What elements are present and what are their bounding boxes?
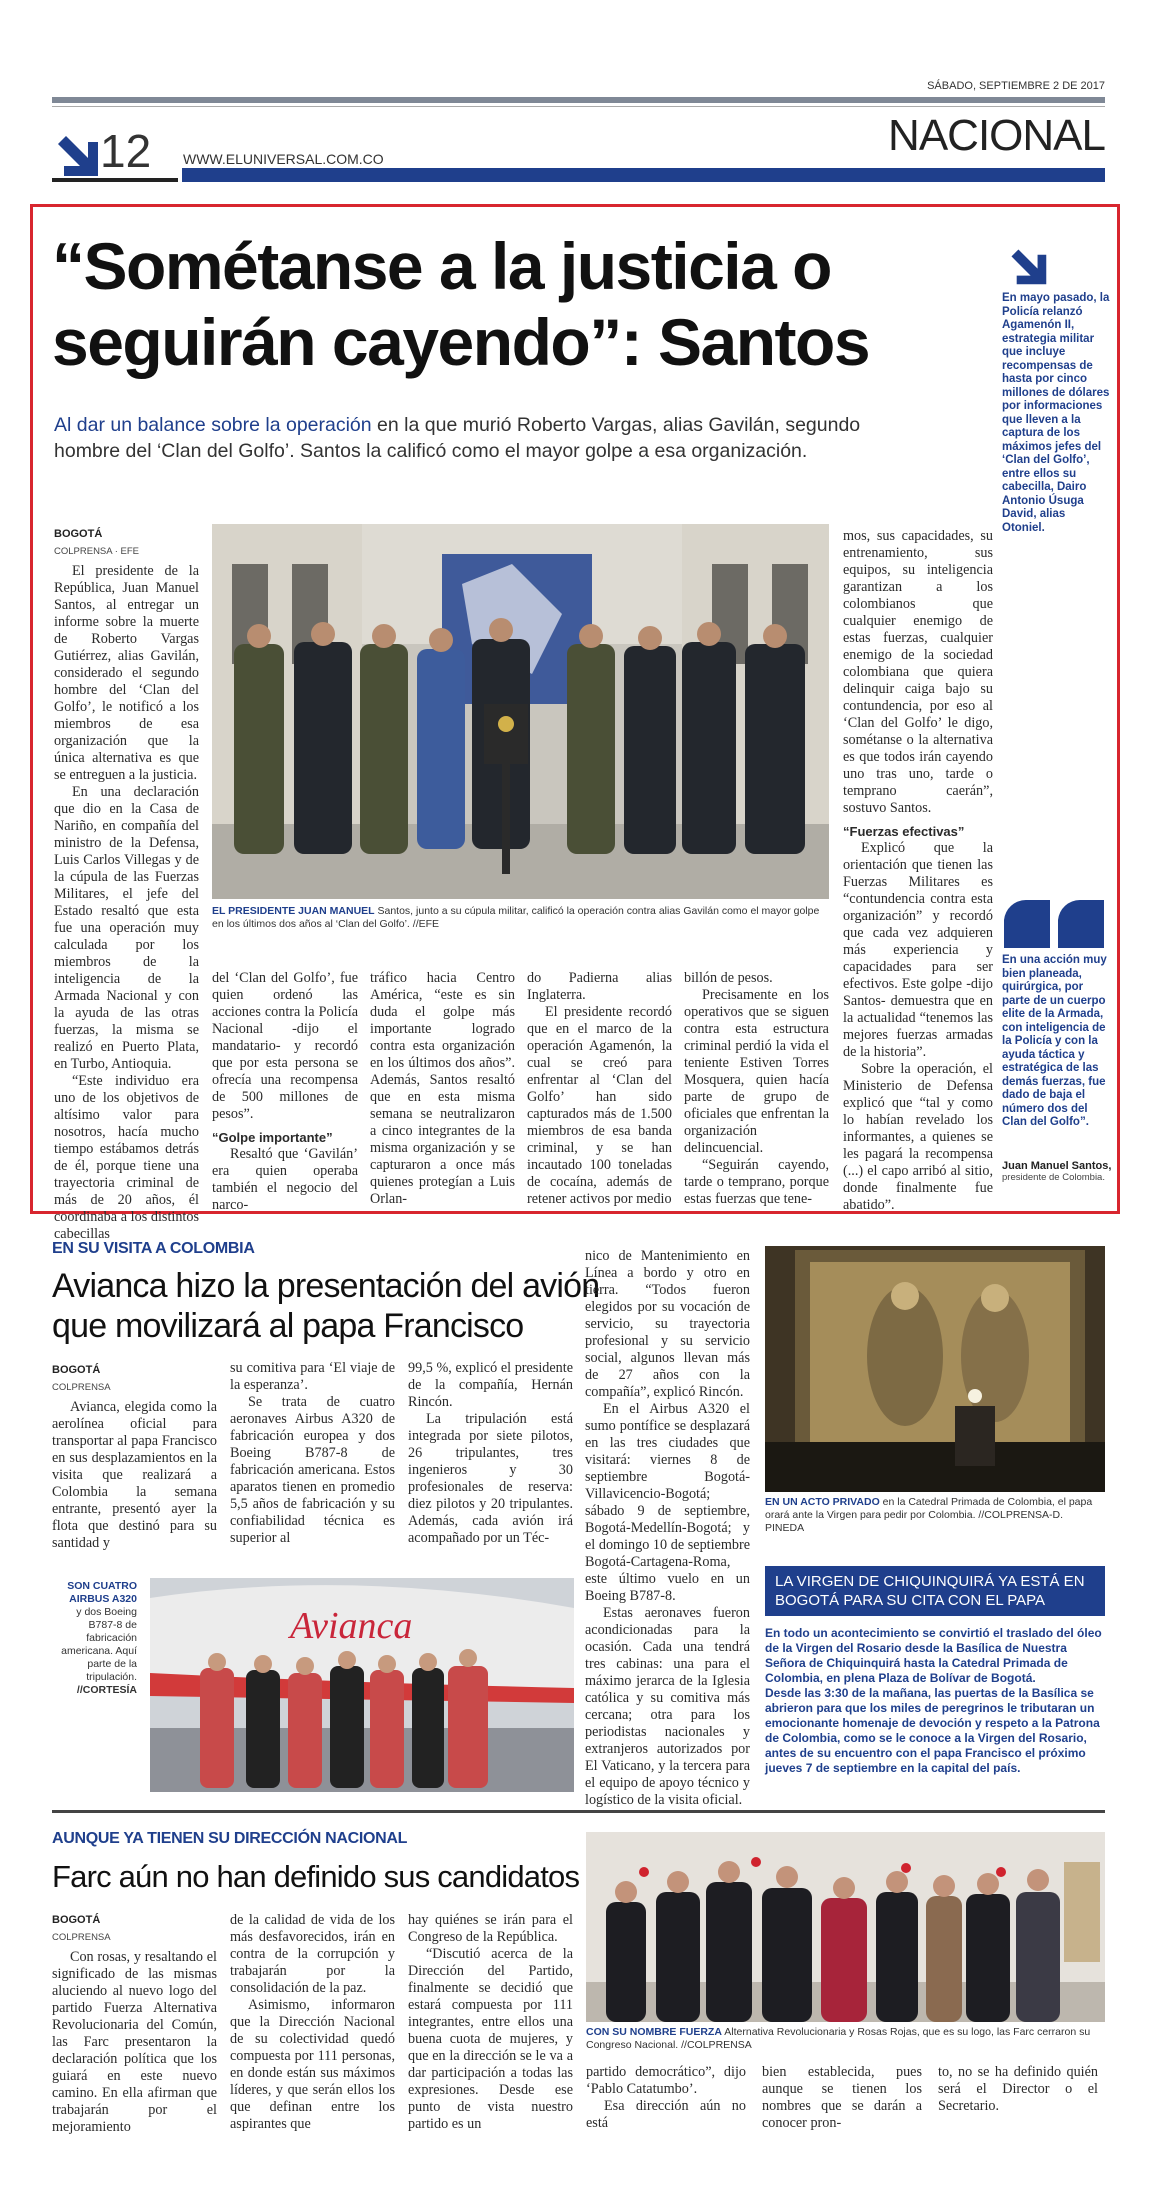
story4-photo-caption: CON SU NOMBRE FUERZA Alternativa Revolucionaria y Rosas Rojas, que es su logo, las Farc cerraron su Congreso Nacional. //COLPRENSA: [586, 2026, 1091, 2051]
paragraph: Se trata de cuatro aeronaves Airbus A320 de fabricación europea y dos Boeing B787-8 de fabricación americana. Estos aparatos tienen en promedio 5,5 años de fabricación y su confiabilidad técnica es superior al: [230, 1394, 395, 1546]
paragraph: del ‘Clan del Golfo’, fue quien ordenó las acciones contra la Policía Nacional -dijo el mandatario- y recordó que por esta persona se ofrecía una recompensa de 500 millones de pesos”.: [212, 970, 358, 1122]
arrow-logo-icon: [54, 132, 100, 178]
story2-kicker: EN SU VISITA A COLOMBIA: [52, 1240, 255, 1257]
story1-col2: [212, 970, 358, 1214]
story1-deck-line2: hombre del ‘Clan del Golfo’. Santos la calificó como el mayor golpe a esa organización.: [54, 440, 808, 462]
top-rule: [52, 97, 1105, 103]
website-url[interactable]: WWW.ELUNIVERSAL.COM.CO: [183, 151, 384, 167]
paragraph: 99,5 %, explicó el presidente de la compañía, Hernán Rincón.: [408, 1360, 573, 1410]
story4-col3: [408, 1912, 573, 2133]
story1-deck-rest: en la que murió Roberto Vargas, alias Gavilán, segundo: [371, 414, 861, 436]
story4-col4: [586, 2064, 746, 2132]
quote-marks-icon: [1002, 900, 1106, 950]
paragraph: Precisamente en los operativos que se siguen contra esta estructura criminal perdió la vida el teniente Estiven Torres Mosquera, quien hacía parte de grupo de oficiales que enfrentan la organización delincuencial.: [684, 987, 829, 1156]
story4-dateline: BOGOTÁ: [52, 1914, 101, 1926]
story2-agency: COLPRENSA: [52, 1382, 111, 1393]
paragraph: En el Airbus A320 el sumo pontífice se desplazará en las tres ciudades que visitará: viernes 8 de septiembre Bogotá-Villavicencio-Bogotá; sábado 9 de septiembre, Bogotá-Medellín-Bogotá; y el domingo 10 de septiembre Bogotá-Cartagena-Roma, este último vuelo en un Boeing B787-8.: [585, 1401, 750, 1604]
subhead: “Fuerzas efectivas”: [843, 824, 965, 839]
paragraph: su comitiva para ‘El viaje de la esperanza’.: [230, 1360, 395, 1393]
paragraph: “Seguirán cayendo, tarde o temprano, porque estas fuerzas que tene-: [684, 1157, 829, 1207]
edition-date: SÁBADO, SEPTIEMBRE 2 DE 2017: [927, 80, 1105, 92]
paragraph: El presidente recordó que en el marco de la operación Agamenón, la cual se creó para enfrentar al ‘Clan del Golfo’ han sido capturados más de 1.500 miembros de esa banda criminal, y se han incautado 100 toneladas de cocaína, además de retener activos por medio: [527, 1004, 672, 1207]
story2-photo: [150, 1578, 574, 1792]
sidebar-quote: En una acción muy bien planeada, quirúrgica, por parte de un cuerpo elite de la Armada, con inteligencia de la Policía y con la ayuda táctica y estratégica de las demás fuerzas, fue dado de baja el número dos del Clan del Golfo”.: [1002, 954, 1107, 1128]
paragraph: billón de pesos.: [684, 970, 773, 986]
story2-photo-side-caption: SON CUATRO AIRBUS A320 y dos Boeing B787-8 de fabricación americana. Aquí parte de la tripulación. //CORTESÍA: [61, 1580, 137, 1696]
story4-kicker: AUNQUE YA TIENEN SU DIRECCIÓN NACIONAL: [52, 1830, 408, 1847]
paragraph: Resaltó que ‘Gavilán’ era quien operaba también el negocio del narco-: [212, 1146, 358, 1213]
story2-col1: [52, 1362, 217, 1552]
paragraph: La tripulación está integrada por siete pilotos, 26 tripulantes, tres ingenieros y 30 profesionales de reserva: diez pilotos y 20 tripulantes. Además, cada avión irá acompañado por un Téc-: [408, 1411, 573, 1546]
story1-headline-line1: “Sométanse a la justicia o: [52, 229, 831, 303]
story1-col3: [370, 970, 515, 1208]
paragraph: Asimismo, informaron que la Dirección Nacional de su colectividad quedó compuesta por 111 personas, en donde están sus máximos líderes, y que serán ellos los que definan entre los aspirantes que: [230, 1997, 395, 2132]
paragraph: El presidente de la República, Juan Manuel Santos, al entregar un informe sobre la muerte de Roberto Vargas Gutiérrez, alias Gavilán, considerado el segundo hombre del ‘Clan del Golfo’, le notificó a los miembros de esa organización que la única alternativa es que se entreguen a la justicia.: [54, 563, 199, 783]
story4-col1: [52, 1912, 217, 2136]
paragraph: to, no se ha definido quién será el Director o el Secretario.: [938, 2064, 1098, 2114]
story4-agency: COLPRENSA: [52, 1932, 111, 1943]
paragraph: nico de Mantenimiento en Línea a bordo y otro en tierra. “Todos fueron elegidos por su vocación de servicio, su trayectoria profesional y su servicio social, algunos llevan más de 27 años con la compañía”, explicó Rincón.: [585, 1248, 750, 1400]
story2-col2: [230, 1360, 395, 1547]
page-number-underline: [52, 178, 178, 182]
paragraph: “Este individuo era uno de los objetivos de altísimo valor para nosotros, hacía mucho tiempo estábamos detrás de él, porque tiene una trayectoria criminal de más de 20 años, él coordinaba a los distintos cabecillas: [54, 1073, 199, 1242]
story2-col3: [408, 1360, 573, 1547]
story2-dateline: BOGOTÁ: [52, 1364, 101, 1376]
story3-photo-caption: EN UN ACTO PRIVADO en la Catedral Primada de Colombia, el papa orará ante la Virgen para pedir por Colombia. //COLPRENSA-D. PINEDA: [765, 1496, 1093, 1534]
header-bar: [182, 168, 1105, 182]
paragraph: Estas aeronaves fueron acondicionadas para la ocasión. Cada una tendrá tres cabinas: una para el máximo jerarca de la Iglesia católica y su comitiva más cercana; otra para los periodistas nacionales y extranjeros autorizados por El Vaticano, y la tercera para el equipo de apoyo técnico y logístico de la visita oficial.: [585, 1605, 750, 1808]
avianca-logo: Avianca: [290, 1605, 413, 1647]
quote-author: Juan Manuel Santos, presidente de Colombia.: [1002, 1160, 1112, 1183]
story2-headline: Avianca hizo la presentación del avión que movilizará al papa Francisco: [52, 1267, 600, 1345]
section-divider: [52, 1810, 1105, 1813]
paragraph: Esa dirección aún no está: [586, 2098, 746, 2131]
story4-photo: [586, 1832, 1105, 2022]
paragraph: tráfico hacia Centro América, “este es sin duda el golpe más importante logrado contra esta organización en los últimos dos años”. Además, Santos resaltó que en esta misma semana se neutralizaron a cinco integrantes de la misma organización y se capturaron a once más quienes protegían a Luis Orlan-: [370, 970, 515, 1207]
story4-col5: [762, 2064, 922, 2132]
story1-col6: [843, 528, 993, 1214]
story4-col6: [938, 2064, 1098, 2115]
story1-agency: COLPRENSA · EFE: [54, 546, 139, 557]
section-title: NACIONAL: [888, 111, 1105, 160]
story3-box-title: LA VIRGEN DE CHIQUINQUIRÁ YA ESTÁ EN BOGOTÁ PARA SU CITA CON EL PAPA: [765, 1566, 1105, 1616]
paragraph: Con rosas, y resaltando el significado de las mismas aluciendo al nuevo logo del partido Fuerza Alternativa Revolucionaria del Común, las Farc presentaron la declaración política que los guiará en este nuevo camino. En ella afirman que trabajarán por el mejoramiento: [52, 1949, 217, 2135]
story1-photo: [212, 524, 829, 899]
story1-col4: [527, 970, 672, 1208]
sidebar-fact: En mayo pasado, la Policía relanzó Agamenón II, estrategia militar que incluye recompensas de hasta por cinco millones de dólares por informaciones que lleven a la captura de los máximos jefes del ‘Clan del Golfo’, entre ellos su cabecilla, Dairo Antonio Úsuga David, alias Otoniel.: [1002, 292, 1110, 534]
caption-lead: EL PRESIDENTE JUAN MANUEL: [212, 905, 375, 917]
story1-dateline: BOGOTÁ: [54, 528, 103, 540]
paragraph: de la calidad de vida de los más desfavorecidos, irán en contra de la corrupción y trabajarán por la consolidación de la paz.: [230, 1912, 395, 1996]
story1-col1: [54, 526, 199, 1243]
paragraph: Sobre la operación, el Ministerio de Defensa explicó que “tal y como lo habían revelado los informantes, a quienes se les pagará la recompensa (...) el capo arribó al sitio, donde finalmente fue abatido”.: [843, 1061, 993, 1213]
paragraph: hay quiénes se irán para el Congreso de la República.: [408, 1912, 573, 1945]
story4-col2: [230, 1912, 395, 2133]
subhead: “Golpe importante”: [212, 1130, 333, 1145]
story1-photo-caption: EL PRESIDENTE JUAN MANUEL Santos, junto a su cúpula militar, calificó la operación contra alias Gavilán como el mayor golpe en los últimos dos años al ‘Clan del Golfo’. //EFE: [212, 905, 820, 930]
paragraph: En una declaración que dio en la Casa de Nariño, en compañía del ministro de la Defensa, Luis Carlos Villegas y de la cúpula de las Fuerzas Militares, el jefe del Estado resaltó que esta fue una operación muy calculada por los miembros de la inteligencia de la Armada Nacional y con la ayuda de las otras fuerzas, la misma se realizó en Puerto Plata, en Turbo, Antioquia.: [54, 784, 199, 1072]
story3-box-body: En todo un acontecimiento se convirtió el traslado del óleo de la Virgen del Rosario desde la Basílica de Nuestra Señora de Chiquinquirá hasta la Catedral Primada de Colombia, en plena Plaza de Bolívar de Bogotá. Desde las 3:30 de la mañana, las puertas de la Basílica se abrieron para que los miles de peregrinos le tributaran un emocionante homenaje de devoción y respeto a la Patrona de Colombia, como se le conoce a la Virgen del Rosario, antes de su encuentro con el papa Francisco el próximo jueves 7 de septiembre en la capital del país.: [765, 1626, 1102, 1775]
top-rule-thin: [52, 106, 1105, 107]
sidebar-arrow-icon: [1008, 246, 1048, 286]
story1-col5: [684, 970, 829, 1208]
paragraph: mos, sus capacidades, su entrenamiento, sus equipos, su inteligencia garantizan a los colombianos que cualquier enemigo de estas fuerzas, cualquier enemigo de la sociedad colombiana que quiera delinquir caiga bajo su contundencia, por eso al ‘Clan del Golfo’ le digo, sométanse o la alternativa es que todos irán cayendo uno tras uno, tarde o temprano caerán”, sostuvo Santos.: [843, 528, 993, 816]
paragraph: do Padierna alias Inglaterra.: [527, 970, 672, 1003]
story1-deck: [54, 412, 1014, 464]
paragraph: bien establecida, pues aunque se tienen los nombres que se darán a conocer pron-: [762, 2064, 922, 2131]
paragraph: partido democrático”, dijo ‘Pablo Catatumbo’.: [586, 2064, 746, 2097]
page-number: 12: [100, 125, 152, 177]
paragraph: “Discutió acerca de la Dirección del Partido, finalmente se decidió que estará compuesta por 111 integrantes, entre ellos una buena cuota de mujeres, y que en la dirección se le va a dar participación a todas las expresiones. Desde ese punto de vista nuestro partido es un: [408, 1946, 573, 2132]
paragraph: Explicó que la orientación que tienen las Fuerzas Militares es “contundencia contra esta organización” y recordó que cada vez adquieren más experiencia y capacidades para ser efectivos. Este golpe -dijo Santos- demuestra que en la actualidad “tenemos las mejores fuerzas armadas de la historia”.: [843, 840, 993, 1060]
story1-headline: [52, 228, 1012, 380]
story4-headline: Farc aún no han definido sus candidatos: [52, 1859, 580, 1894]
story1-deck-blue: Al dar un balance sobre la operación: [54, 414, 372, 436]
paragraph: Avianca, elegida como la aerolínea oficial para transportar al papa Francisco en sus desplazamientos en la visita que realizará a Colombia la semana entrante, presentó ayer la flota que destinó para su santidad y: [52, 1399, 217, 1551]
story3-photo: [765, 1246, 1105, 1492]
story1-headline-line2: seguirán cayendo”: Santos: [52, 305, 870, 379]
story2-col4: [585, 1248, 750, 1809]
